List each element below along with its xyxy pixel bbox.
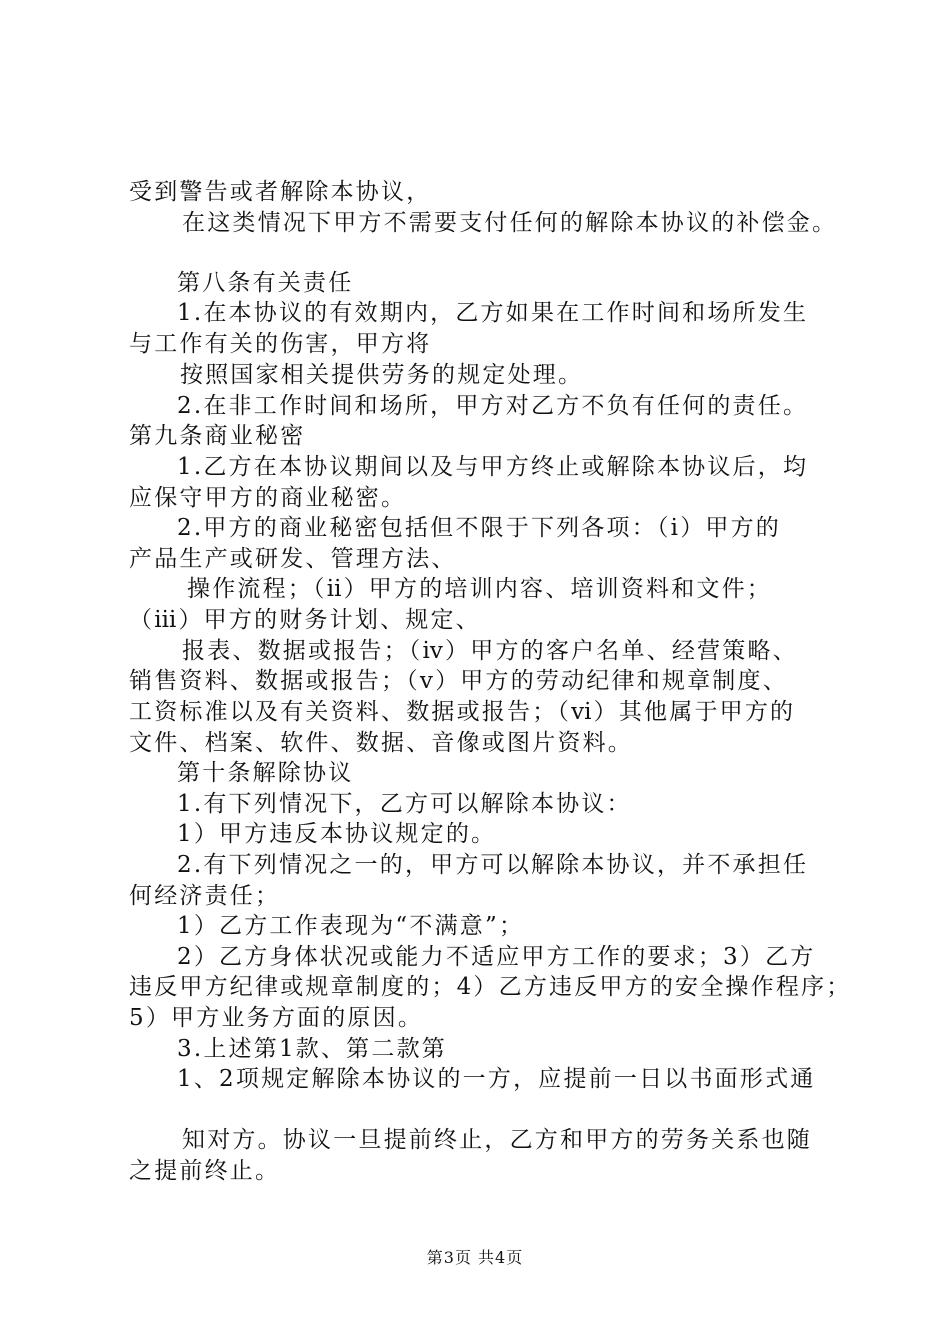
text-line: 报表、数据或报告；（ⅳ）甲方的客户名单、经营策略、 xyxy=(182,638,798,664)
text-line: 文件、档案、软件、数据、音像或图片资料。 xyxy=(129,730,633,756)
text-line: 1）乙方工作表现为“不满意”； xyxy=(177,913,525,939)
text-line: 1、2项规定解除本协议的一方，应提前一日以书面形式通 xyxy=(177,1066,816,1092)
text-line: 在这类情况下甲方不需要支付任何的解除本协议的补偿金。 xyxy=(182,210,838,236)
text-line: 1.乙方在本协议期间以及与甲方终止或解除本协议后，均 xyxy=(177,454,809,480)
text-line: 工资标准以及有关资料、数据或报告；（ⅵ）其他属于甲方的 xyxy=(129,699,796,725)
text-line: 之提前终止。 xyxy=(129,1158,281,1184)
text-line: 应保守甲方的商业秘密。 xyxy=(129,485,407,511)
section-heading: 第八条有关责任 xyxy=(177,270,354,296)
text-line: 按照国家相关提供劳务的规定处理。 xyxy=(180,362,584,388)
page-number-footer: 第3页 共4页 xyxy=(426,1248,524,1267)
text-line: 2.在非工作时间和场所，甲方对乙方不负有任何的责任。 xyxy=(177,393,809,419)
text-line: 1.在本协议的有效期内，乙方如果在工作时间和场所发生 xyxy=(177,300,809,326)
text-line: 5）甲方业务方面的原因。 xyxy=(129,1005,424,1031)
text-line: 产品生产或研发、管理方法、 xyxy=(129,546,457,572)
section-heading: 第十条解除协议 xyxy=(177,760,354,786)
text-line: 与工作有关的伤害，甲方将 xyxy=(129,331,432,357)
text-line: 2）乙方身体状况或能力不适应甲方工作的要求；3）乙方 xyxy=(177,944,816,970)
section-heading: 第九条商业秘密 xyxy=(129,423,306,449)
text-line: 2.有下列情况之一的，甲方可以解除本协议，并不承担任 xyxy=(177,852,809,878)
text-line: （ⅲ）甲方的财务计划、规定、 xyxy=(129,607,481,633)
text-line: 2.甲方的商业秘密包括但不限于下列各项：（ⅰ）甲方的 xyxy=(177,515,782,541)
text-line: 何经济责任； xyxy=(129,883,281,909)
text-line: 违反甲方纪律或规章制度的；4）乙方违反甲方的安全操作程序； xyxy=(129,974,852,1000)
text-line: 1）甲方违反本协议规定的。 xyxy=(177,821,497,847)
text-line: 1.有下列情况下，乙方可以解除本协议： xyxy=(177,791,632,817)
text-line: 3.上述第1款、第二款第 xyxy=(177,1036,447,1062)
text-line: 知对方。协议一旦提前终止，乙方和甲方的劳务关系也随 xyxy=(182,1127,812,1153)
text-line: 操作流程；（ⅱ）甲方的培训内容、培训资料和文件； xyxy=(187,576,773,602)
text-line: 销售资料、数据或报告；（ⅴ）甲方的劳动纪律和规章制度、 xyxy=(129,668,788,694)
text-line: 受到警告或者解除本协议， xyxy=(129,179,432,205)
